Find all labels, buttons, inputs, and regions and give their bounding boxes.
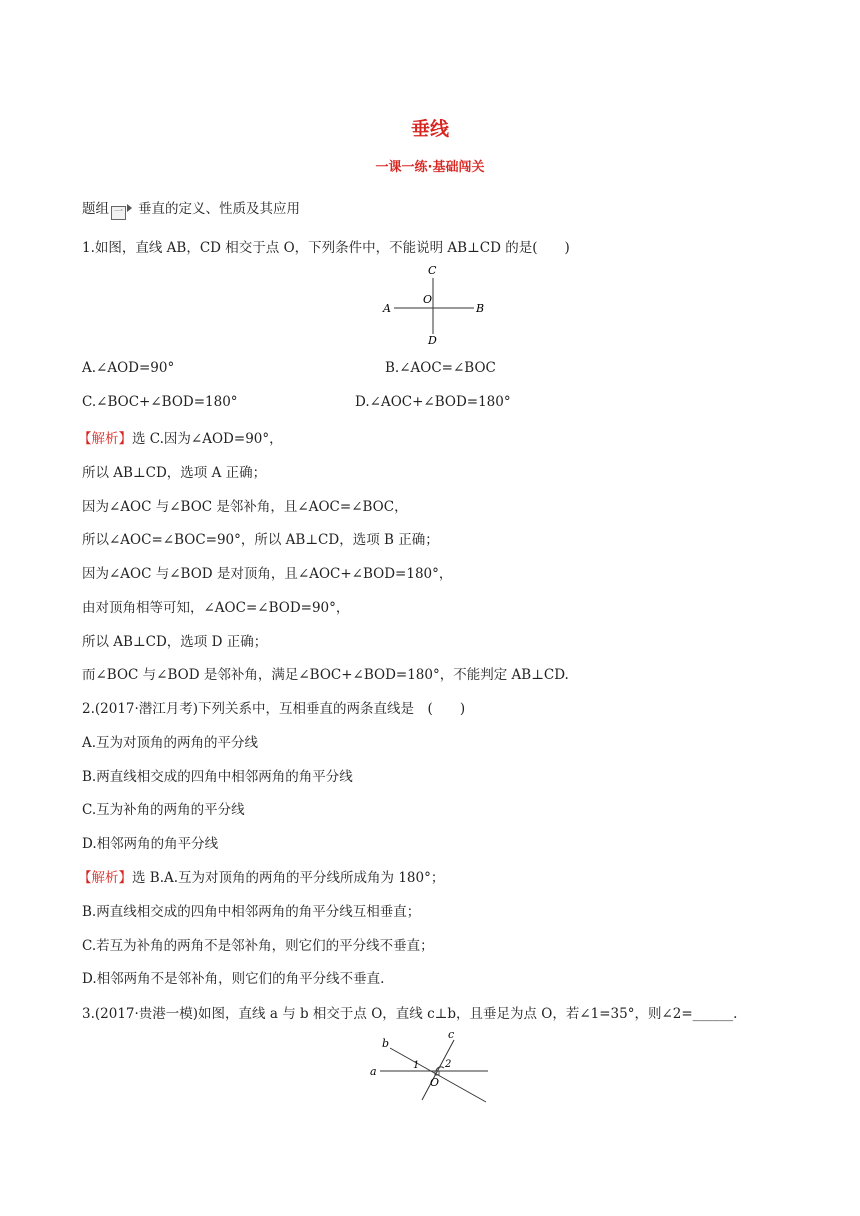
q2-analysis-line: D.相邻两角不是邻补角，则它们的角平分线不垂直.: [82, 971, 385, 987]
q2-option: C.互为补角的两角的平分线: [82, 802, 245, 818]
q1-analysis-line: 所以 AB⊥CD，选项 A 正确；: [82, 465, 267, 481]
q1-analysis-line: 所以 AB⊥CD，选项 D 正确；: [82, 634, 268, 650]
label-o-point: O: [430, 1076, 440, 1089]
label-a-line: a: [370, 1065, 377, 1078]
analysis-tag: 【解析】: [78, 870, 132, 886]
q1-option-d: D.∠AOC+∠BOD=180°: [355, 394, 511, 410]
angle-arc-2: [436, 1067, 444, 1071]
group-number-icon: 一: [111, 206, 126, 220]
label-b-line: b: [382, 1037, 390, 1050]
group-topic: 垂直的定义、性质及其应用: [138, 201, 300, 217]
analysis-tag: 【解析】: [78, 431, 132, 447]
label-c-line: c: [448, 1028, 455, 1041]
label-angle-2: 2: [445, 1059, 452, 1070]
q2-option: B.两直线相交成的四角中相邻两角的角平分线: [82, 769, 353, 785]
q3-stem: 3.(2017·贵港一模)如图，直线 a 与 b 相交于点 O，直线 c⊥b，且垂足为点 O，若∠1=35°，则∠2=______.: [82, 1006, 738, 1022]
q1-analysis-line: 因为∠AOC 与∠BOC 是邻补角，且∠AOC=∠BOC，: [82, 499, 408, 515]
q1-option-c: C.∠BOC+∠BOD=180°: [82, 394, 238, 410]
label-d: D: [428, 334, 437, 346]
q1-analysis-line: 因为∠AOC 与∠BOD 是对顶角，且∠AOC+∠BOD=180°，: [82, 566, 453, 582]
q1-figure: [370, 262, 490, 346]
q2-option: A.互为对顶角的两角的平分线: [82, 735, 259, 751]
label-a: A: [383, 302, 391, 315]
q2-analysis-line: 【解析】选 B.A.互为对顶角的两角的平分线所成角为 180°；: [78, 870, 445, 886]
question-group-header: [82, 197, 300, 220]
group-label: 题组: [82, 201, 109, 217]
q2-option: D.相邻两角的角平分线: [82, 836, 219, 852]
q1-option-a: A.∠AOD=90°: [82, 360, 175, 376]
q1-stem: 1.如图，直线 AB，CD 相交于点 O，下列条件中，不能说明 AB⊥CD 的是( ): [82, 240, 570, 256]
line-c: [422, 1040, 454, 1100]
q3-figure: [366, 1028, 496, 1108]
triangle-arrow-icon: [127, 204, 132, 212]
q1-option-b: B.∠AOC=∠BOC: [385, 360, 496, 376]
page-subtitle: 一课一练·基础闯关: [375, 160, 485, 175]
label-o: O: [423, 293, 433, 306]
q1-analysis-line: 【解析】选 C.因为∠AOD=90°，: [78, 431, 283, 447]
page-title: 垂线: [410, 118, 449, 140]
q2-stem: 2.(2017·潜江月考)下列关系中，互相垂直的两条直线是 ( ): [82, 701, 466, 717]
label-c: C: [428, 264, 437, 277]
label-angle-1: 1: [413, 1060, 420, 1071]
q2-analysis-line: B.两直线相交成的四角中相邻两角的角平分线互相垂直；: [82, 904, 421, 920]
q1-analysis-line: 所以∠AOC=∠BOC=90°，所以 AB⊥CD，选项 B 正确；: [82, 532, 439, 548]
q2-analysis-line: C.若互为补角的两角不是邻补角，则它们的平分线不垂直；: [82, 938, 434, 954]
q1-analysis-line: 而∠BOC 与∠BOD 是邻补角，满足∠BOC+∠BOD=180°，不能判定 AB⊥CD.: [82, 667, 569, 683]
label-b: B: [476, 302, 485, 315]
q1-analysis-line: 由对顶角相等可知，∠AOC=∠BOD=90°，: [82, 600, 350, 616]
